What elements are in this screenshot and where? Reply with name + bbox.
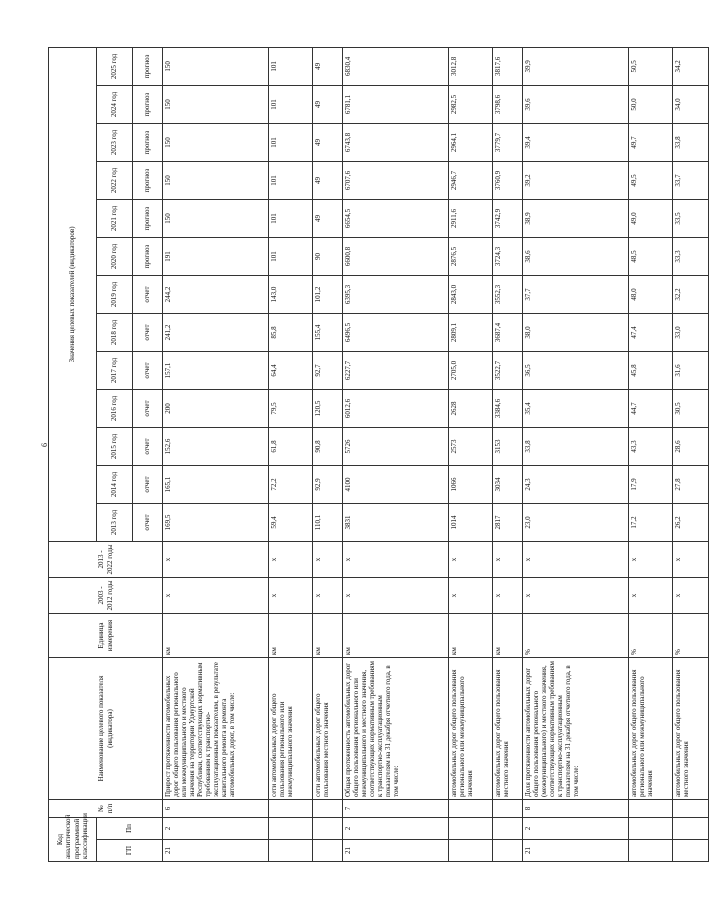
header-period-2003-2012: 2003 - 2012 годы xyxy=(49,578,163,614)
cell-pp: 2 xyxy=(163,818,269,840)
cell-value: 6781,1 xyxy=(343,86,449,124)
cell-value: 85,8 xyxy=(269,314,313,352)
cell-value: 6395,3 xyxy=(343,276,449,314)
cell-value: 3798,6 xyxy=(493,86,523,124)
header-status: прогноз xyxy=(133,124,163,162)
cell-value: 3779,7 xyxy=(493,124,523,162)
header-year: 2016 год xyxy=(97,390,133,428)
cell-value: 3012,8 xyxy=(449,47,493,85)
cell-value: 101 xyxy=(269,86,313,124)
cell-value: 26,2 xyxy=(673,504,709,542)
header-status: прогноз xyxy=(133,200,163,238)
cell-indicator-name: сети автомобильных дорог общего пользования регионального или межмуниципального значения xyxy=(269,658,313,800)
cell-value: 1066 xyxy=(449,466,493,504)
cell-value: 33,8 xyxy=(673,124,709,162)
cell-value: 1014 xyxy=(449,504,493,542)
cell-value: 31,6 xyxy=(673,352,709,390)
cell-value: 150 xyxy=(163,47,269,85)
header-gp: ГП xyxy=(97,840,163,862)
cell-value: 44,7 xyxy=(629,390,673,428)
table-header xyxy=(49,47,163,861)
cell-value: 3153 xyxy=(493,428,523,466)
table-row xyxy=(313,47,343,861)
cell-value: 6654,5 xyxy=(343,200,449,238)
cell-value: 143,0 xyxy=(269,276,313,314)
rotated-table-container xyxy=(48,50,691,862)
cell-pp xyxy=(313,818,343,840)
cell-value: 3831 xyxy=(343,504,449,542)
cell-value: 50,0 xyxy=(629,86,673,124)
header-code: Код аналитической программной классификации xyxy=(49,818,97,862)
cell-unit: км xyxy=(313,614,343,658)
cell-value: 39,6 xyxy=(523,86,629,124)
cell-value: 157,1 xyxy=(163,352,269,390)
cell-value: 48,0 xyxy=(629,276,673,314)
cell-pp xyxy=(449,818,493,840)
cell-value: 165,1 xyxy=(163,466,269,504)
cell-value: 33,5 xyxy=(673,200,709,238)
cell-value: 150 xyxy=(163,200,269,238)
page-number: 6 xyxy=(40,443,49,447)
cell-value: 3817,6 xyxy=(493,47,523,85)
header-year: 2019 год xyxy=(97,276,133,314)
header-row-1 xyxy=(49,47,97,861)
cell-num: 7 xyxy=(343,800,449,818)
cell-value: 2946,7 xyxy=(449,162,493,200)
cell-value: 28,6 xyxy=(673,428,709,466)
cell-unit: % xyxy=(523,614,629,658)
cell-value: 150 xyxy=(163,162,269,200)
cell-gp: 21 xyxy=(163,840,269,862)
cell-value: 30,5 xyxy=(673,390,709,428)
table-row xyxy=(343,47,449,861)
cell-period-2: х xyxy=(343,542,449,578)
cell-num xyxy=(449,800,493,818)
cell-value: 2911,6 xyxy=(449,200,493,238)
cell-unit: км xyxy=(493,614,523,658)
cell-value: 3034 xyxy=(493,466,523,504)
cell-unit: км xyxy=(163,614,269,658)
cell-value: 90,8 xyxy=(313,428,343,466)
cell-value: 92,7 xyxy=(313,352,343,390)
indicators-table xyxy=(48,47,709,862)
cell-gp xyxy=(673,840,709,862)
table-row xyxy=(493,47,523,861)
cell-value: 101 xyxy=(269,47,313,85)
cell-period-2: х xyxy=(269,542,313,578)
cell-value: 2964,1 xyxy=(449,124,493,162)
cell-value: 120,5 xyxy=(313,390,343,428)
cell-value: 33,7 xyxy=(673,162,709,200)
cell-pp: 2 xyxy=(523,818,629,840)
cell-value: 59,4 xyxy=(269,504,313,542)
cell-indicator-name: Общая протяженность автомобильных дорог общего пользования регионального или межмуниципального и местного значения, соответствующих нормативным требованиям к транспортно-эксплуатационным показателям на 31 декабря отчетного года, в том числе: xyxy=(343,658,449,800)
cell-num xyxy=(493,800,523,818)
cell-value: 101 xyxy=(269,162,313,200)
cell-pp xyxy=(673,818,709,840)
header-status: отчет xyxy=(133,276,163,314)
cell-pp xyxy=(269,818,313,840)
cell-value: 150 xyxy=(163,86,269,124)
cell-period-2: х xyxy=(523,542,629,578)
header-year: 2022 год xyxy=(97,162,133,200)
cell-value: 72,2 xyxy=(269,466,313,504)
cell-value: 2843,0 xyxy=(449,276,493,314)
cell-gp xyxy=(313,840,343,862)
header-status: отчет xyxy=(133,352,163,390)
table-row xyxy=(523,47,629,861)
cell-value: 47,4 xyxy=(629,314,673,352)
cell-value: 64,4 xyxy=(269,352,313,390)
cell-value: 2573 xyxy=(449,428,493,466)
table-row xyxy=(163,47,269,861)
cell-value: 6707,6 xyxy=(343,162,449,200)
cell-value: 39,4 xyxy=(523,124,629,162)
cell-value: 2817 xyxy=(493,504,523,542)
cell-period-2: х xyxy=(493,542,523,578)
cell-value: 17,2 xyxy=(629,504,673,542)
cell-value: 33,8 xyxy=(523,428,629,466)
cell-value: 110,1 xyxy=(313,504,343,542)
cell-pp xyxy=(493,818,523,840)
cell-value: 33,0 xyxy=(673,314,709,352)
cell-period-1: х xyxy=(629,578,673,614)
cell-value: 241,2 xyxy=(163,314,269,352)
header-unit: Единица измерения xyxy=(49,614,163,658)
cell-unit: % xyxy=(673,614,709,658)
cell-value: 38,0 xyxy=(523,314,629,352)
cell-pp: 2 xyxy=(343,818,449,840)
cell-value: 50,5 xyxy=(629,47,673,85)
header-status: прогноз xyxy=(133,162,163,200)
cell-unit: % xyxy=(629,614,673,658)
cell-value: 101 xyxy=(269,238,313,276)
cell-value: 32,2 xyxy=(673,276,709,314)
header-status: отчет xyxy=(133,504,163,542)
header-status: отчет xyxy=(133,390,163,428)
cell-value: 49,5 xyxy=(629,162,673,200)
cell-value: 2982,5 xyxy=(449,86,493,124)
cell-value: 191 xyxy=(163,238,269,276)
cell-period-1: х xyxy=(343,578,449,614)
cell-value: 38,6 xyxy=(523,238,629,276)
cell-value: 38,9 xyxy=(523,200,629,238)
cell-gp xyxy=(629,840,673,862)
cell-value: 49 xyxy=(313,162,343,200)
cell-value: 36,5 xyxy=(523,352,629,390)
cell-unit: км xyxy=(343,614,449,658)
cell-value: 3742,9 xyxy=(493,200,523,238)
header-status: прогноз xyxy=(133,47,163,85)
header-year: 2015 год xyxy=(97,428,133,466)
cell-value: 49,0 xyxy=(629,200,673,238)
cell-value: 92,9 xyxy=(313,466,343,504)
cell-value: 61,8 xyxy=(269,428,313,466)
header-year: 2023 год xyxy=(97,124,133,162)
cell-pp xyxy=(629,818,673,840)
cell-gp: 21 xyxy=(523,840,629,862)
cell-value: 34,0 xyxy=(673,86,709,124)
cell-indicator-name: Доля протяженности автомобильных дорог общего пользования регионального (межмуниципального) и местного значения, соответствующих нормативным требованиям к транспортно-эксплуатационным показателям на 31 декабря отчетного года, в том числе: xyxy=(523,658,629,800)
header-values-group: Значения целевых показателей (индикаторов) xyxy=(49,47,97,541)
cell-period-1: х xyxy=(673,578,709,614)
cell-value: 6743,8 xyxy=(343,124,449,162)
cell-value: 49 xyxy=(313,47,343,85)
header-status: прогноз xyxy=(133,238,163,276)
cell-gp xyxy=(493,840,523,862)
cell-value: 4100 xyxy=(343,466,449,504)
cell-value: 43,3 xyxy=(629,428,673,466)
cell-value: 90 xyxy=(313,238,343,276)
cell-value: 49 xyxy=(313,124,343,162)
header-year: 2014 год xyxy=(97,466,133,504)
cell-value: 6012,6 xyxy=(343,390,449,428)
cell-value: 152,6 xyxy=(163,428,269,466)
cell-period-2: х xyxy=(629,542,673,578)
cell-value: 150 xyxy=(163,124,269,162)
header-status: отчет xyxy=(133,466,163,504)
header-status: прогноз xyxy=(133,86,163,124)
cell-value: 33,3 xyxy=(673,238,709,276)
cell-gp xyxy=(449,840,493,862)
cell-value: 101 xyxy=(269,200,313,238)
cell-period-1: х xyxy=(449,578,493,614)
cell-period-2: х xyxy=(313,542,343,578)
cell-indicator-name: Прирост протяженности автомобильных дорог общего пользования регионального или межмуниципального и местного значения на территории Удмуртской Республики, соответствующих нормативным требованиям к транспортно-эксплуатационным показателям, в результате капитального ремонта и ремонта автомобильных дорог, в том числе: xyxy=(163,658,269,800)
cell-gp: 21 xyxy=(343,840,449,862)
header-period-2013-2022: 2013 - 2022 годы xyxy=(49,542,163,578)
cell-value: 3552,3 xyxy=(493,276,523,314)
cell-value: 3724,3 xyxy=(493,238,523,276)
cell-num xyxy=(313,800,343,818)
cell-period-1: х xyxy=(163,578,269,614)
cell-value: 49 xyxy=(313,86,343,124)
cell-value: 39,2 xyxy=(523,162,629,200)
header-pp: Пп xyxy=(97,818,163,840)
cell-period-1: х xyxy=(269,578,313,614)
cell-value: 24,3 xyxy=(523,466,629,504)
cell-value: 6227,7 xyxy=(343,352,449,390)
cell-period-1: х xyxy=(493,578,523,614)
cell-period-1: х xyxy=(523,578,629,614)
header-year: 2025 год xyxy=(97,47,133,85)
cell-value: 49 xyxy=(313,200,343,238)
table-row xyxy=(449,47,493,861)
cell-num xyxy=(629,800,673,818)
cell-gp xyxy=(269,840,313,862)
table-body xyxy=(163,47,709,861)
table-row xyxy=(629,47,673,861)
cell-value: 2876,5 xyxy=(449,238,493,276)
cell-unit: км xyxy=(449,614,493,658)
cell-indicator-name: автомобильных дорог общего пользования регионального или межмуниципального значения xyxy=(629,658,673,800)
cell-value: 6496,5 xyxy=(343,314,449,352)
cell-value: 17,9 xyxy=(629,466,673,504)
cell-period-2: х xyxy=(449,542,493,578)
cell-num xyxy=(269,800,313,818)
cell-indicator-name: автомобильных дорог общего пользования местного значения xyxy=(493,658,523,800)
cell-value: 23,0 xyxy=(523,504,629,542)
cell-value: 34,2 xyxy=(673,47,709,85)
cell-value: 49,7 xyxy=(629,124,673,162)
table-row xyxy=(673,47,709,861)
cell-value: 6600,8 xyxy=(343,238,449,276)
header-status: отчет xyxy=(133,428,163,466)
cell-value: 101,2 xyxy=(313,276,343,314)
header-name: Наименование целевого показателя (индикатора) xyxy=(49,658,163,800)
cell-value: 2628 xyxy=(449,390,493,428)
header-year: 2020 год xyxy=(97,238,133,276)
cell-num: 8 xyxy=(523,800,629,818)
cell-value: 37,7 xyxy=(523,276,629,314)
cell-value: 3522,7 xyxy=(493,352,523,390)
cell-value: 101 xyxy=(269,124,313,162)
header-year: 2024 год xyxy=(97,86,133,124)
cell-value: 169,5 xyxy=(163,504,269,542)
cell-num: 6 xyxy=(163,800,269,818)
header-num: № п/п xyxy=(49,800,163,818)
cell-unit: км xyxy=(269,614,313,658)
cell-value: 45,8 xyxy=(629,352,673,390)
table-row xyxy=(269,47,313,861)
cell-value: 3687,4 xyxy=(493,314,523,352)
cell-period-2: х xyxy=(163,542,269,578)
cell-value: 155,4 xyxy=(313,314,343,352)
cell-value: 48,5 xyxy=(629,238,673,276)
cell-period-1: х xyxy=(313,578,343,614)
header-year: 2017 год xyxy=(97,352,133,390)
cell-value: 3760,9 xyxy=(493,162,523,200)
header-year: 2018 год xyxy=(97,314,133,352)
cell-indicator-name: автомобильных дорог общего пользования регионального или межмуниципального значения xyxy=(449,658,493,800)
cell-indicator-name: автомобильных дорог общего пользования местного значения xyxy=(673,658,709,800)
cell-period-2: х xyxy=(673,542,709,578)
cell-value: 39,9 xyxy=(523,47,629,85)
header-year: 2021 год xyxy=(97,200,133,238)
header-year: 2013 год xyxy=(97,504,133,542)
cell-value: 2809,1 xyxy=(449,314,493,352)
cell-value: 2705,0 xyxy=(449,352,493,390)
cell-value: 35,4 xyxy=(523,390,629,428)
cell-value: 200 xyxy=(163,390,269,428)
cell-value: 6830,4 xyxy=(343,47,449,85)
cell-value: 244,2 xyxy=(163,276,269,314)
cell-value: 5726 xyxy=(343,428,449,466)
header-status: отчет xyxy=(133,314,163,352)
cell-num xyxy=(673,800,709,818)
cell-value: 79,5 xyxy=(269,390,313,428)
cell-value: 27,8 xyxy=(673,466,709,504)
cell-indicator-name: сети автомобильных дорог общего пользования местного значения xyxy=(313,658,343,800)
cell-value: 3384,6 xyxy=(493,390,523,428)
